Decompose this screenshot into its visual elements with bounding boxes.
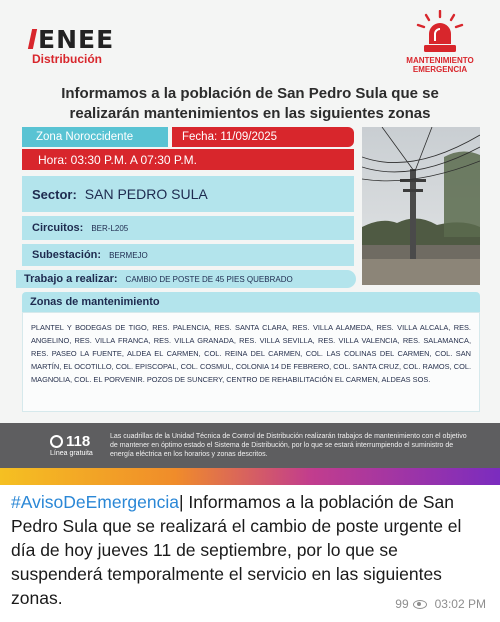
circuitos-value: BER-L205 [91,223,129,233]
enee-logo [30,25,115,66]
circuitos-label: Circuitos: [32,222,84,234]
sector-value: SAN PEDRO SULA [84,186,208,202]
maintenance-badge [394,10,486,74]
trabajo-label: Trabajo a realizar: [24,273,118,285]
notice-footer [0,423,500,468]
sector-label: Sector: [32,186,77,202]
message-time: 03:02 PM [434,597,486,611]
zonas-list: PLANTEL Y BODEGAS DE TIGO, RES. PALENCIA, RES. SANTA CLARA, RES. VILLA ALAMEDA, RES. VILLA ALCALA, RES. ANGELINO, RES. VILLA FRANCA, RES. VILLA GRANADA, RES. VILLA SEVILLA, RES. VILLA VALENCIA, RES. SALAMANCA, RES. PASEO LA FUENTE, ALDEA EL CARMEN, COL. REINA DEL CARMEN, COL. LAS COLINAS DEL CARMEN, COL. SAN MARTÍN, EL OCOTILLO, COL. EPISCOPAL, COL. COSMUL, COLONIA 14 DE FEBRERO, COL. SANTA CRUZ, COL. RAMOS, COL. MAGNOLIA, COL. EL PORVENIR. POZOS DE SUNCERY, CENTRO DE REHABILITACIÓN EL CARMEN, ALDEAS SOS. [22,312,480,412]
footer-phone-label: Línea gratuita [50,450,93,457]
footer-phone-block [0,433,100,458]
siren-icon [414,10,466,56]
eye-icon [413,600,427,609]
headline-line1: Informamos a la población de San Pedro Sula que se [61,85,439,102]
logo-sub-text: Distribución [32,52,103,66]
zona-label: Zona Noroccidente [22,127,168,147]
view-count: 99 [395,597,409,611]
fecha-label: Fecha: 11/09/2025 [172,127,354,147]
utility-pole-photo-icon [362,127,480,285]
notice-headline [20,84,480,124]
phone-icon [50,435,63,448]
hashtag-link[interactable]: #AvisoDeEmergencia [11,492,179,512]
message-meta [395,597,486,611]
sector-row [22,176,354,212]
message-body: Informamos a la población de San Pedro Sula que se realizará el cambio de poste urgente el día de hoy jueves 11 de septiembre, por lo que se suspenderá temporalmente el servicio en las siguientes zonas. [11,492,462,608]
message-text [11,490,489,610]
logo-mark-icon [28,29,37,49]
subestacion-row [22,244,354,266]
subestacion-label: Subestación: [32,249,102,261]
pole-photo [362,127,480,285]
headline-line2: realizarán mantenimientos en las siguientes zonas [69,105,431,122]
circuitos-row [22,216,354,240]
trabajo-row [16,270,356,288]
maintenance-badge-line1: MANTENIMIENTO [406,56,474,65]
subestacion-value: BERMEJO [109,250,148,260]
logo-main-text: ENEE [38,25,115,54]
hashtag-separator: | [178,492,184,512]
brand-stripe [0,468,500,485]
maintenance-badge-line2: EMERGENCIA [412,65,468,74]
trabajo-value: CAMBIO DE POSTE DE 45 PIES QUEBRADO [125,274,293,284]
footer-phone-number: 118 [66,433,91,450]
footer-message: Las cuadrillas de la Unidad Técnica de Control de Distribución realizarán trabajos de mantenimiento con el objetivo de mantener en óptimo estado el Sistema de Distribución, por lo que se estará interrumpiendo el suministro de energía eléctrica en los horarios y zonas descritos. [110,433,467,458]
zonas-header: Zonas de mantenimiento [22,292,480,312]
hora-label: Hora: 03:30 P.M. A 07:30 P.M. [22,149,354,170]
